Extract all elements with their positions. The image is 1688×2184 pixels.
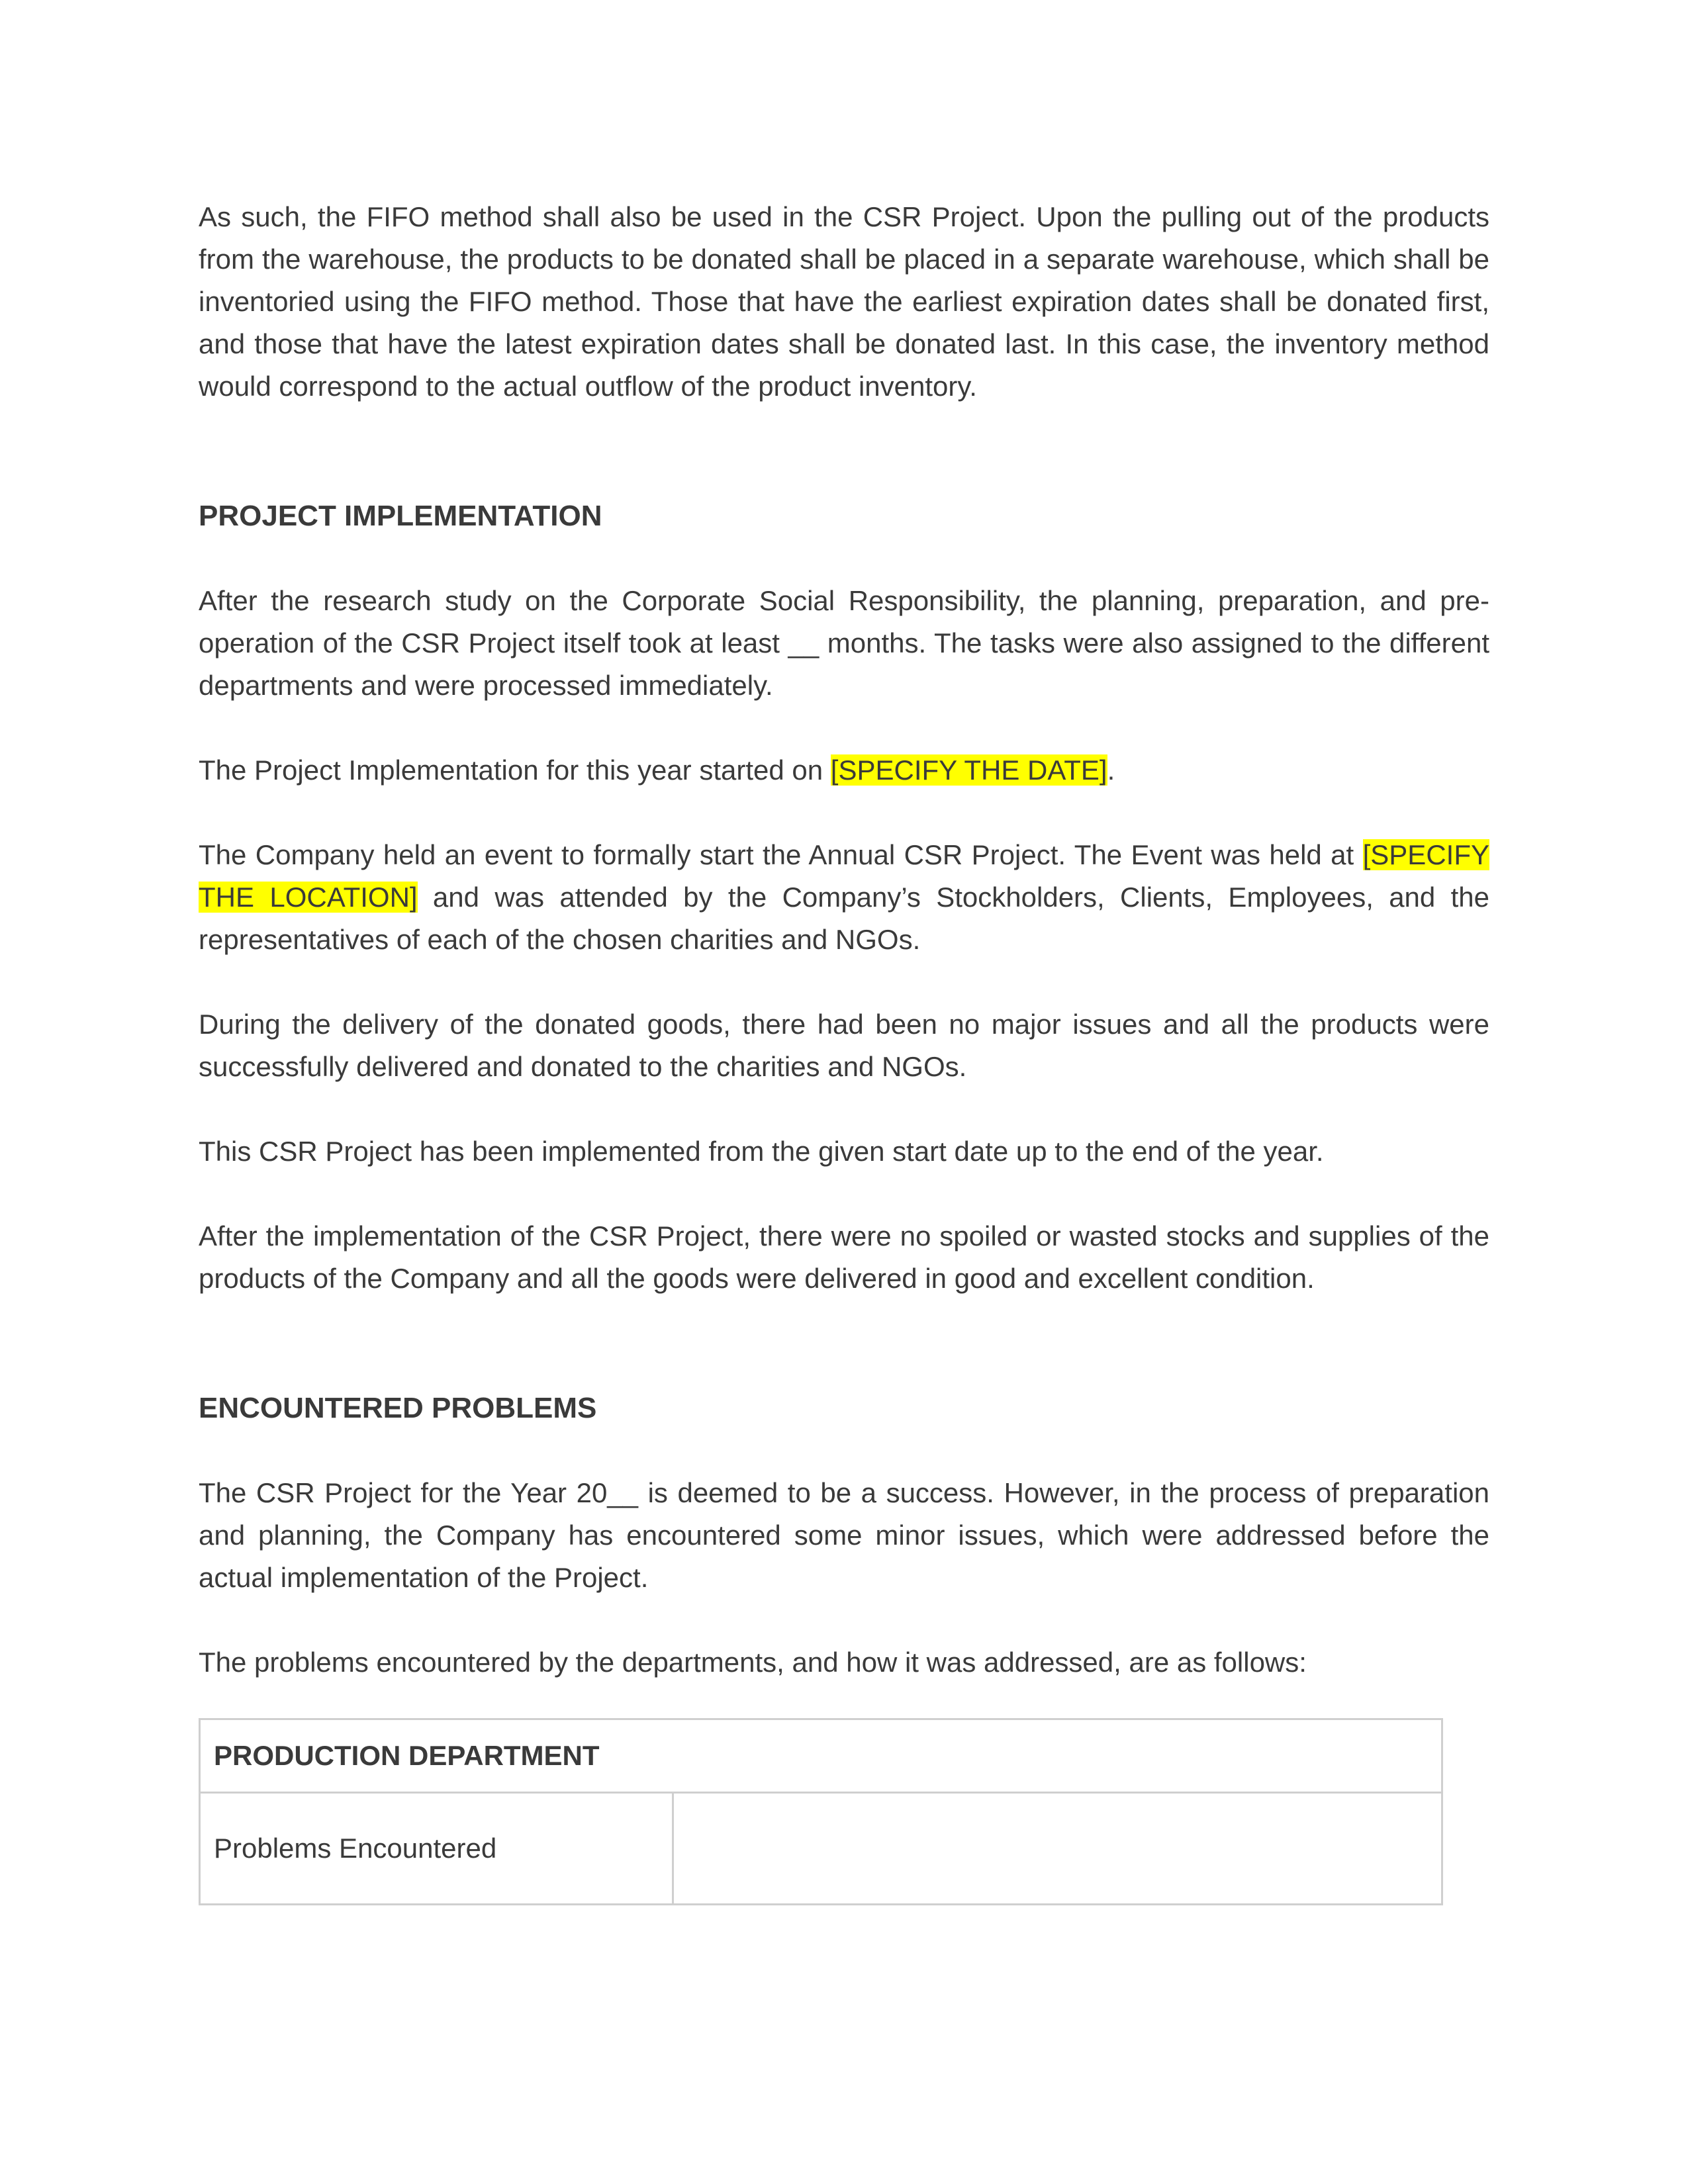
start-date-text-end: . xyxy=(1107,754,1115,786)
table-row xyxy=(200,1793,1442,1905)
paragraph-spacer xyxy=(199,1599,1489,1641)
paragraph-spacer xyxy=(199,792,1489,834)
implementation-delivery-paragraph: During the delivery of the donated goods, there had been no major issues and all the products were successfully delivered and donated to the charities and NGOs. xyxy=(199,1009,1489,1082)
section-spacer xyxy=(199,1300,1489,1387)
problems-paragraph-1: The CSR Project for the Year 20__ is deemed to be a success. However, in the process of preparation and planning, the Company has encountered some minor issues, which were addressed before the actual implementation of the Project. xyxy=(199,1477,1489,1593)
event-text: The Company held an event to formally start the Annual CSR Project. The Event was held at xyxy=(199,839,1363,870)
paragraph-spacer xyxy=(199,1088,1489,1130)
implementation-condition-paragraph: After the implementation of the CSR Project, there were no spoiled or wasted stocks and supplies of the products of the Company and all the goods were delivered in good and excellent condition. xyxy=(199,1220,1489,1294)
implementation-start-date-paragraph xyxy=(199,749,1489,792)
event-text-end: and was attended by the Company’s Stockholders, Clients, Employees, and the representatives of each of the chosen charities and NGOs. xyxy=(199,882,1489,955)
implementation-duration-paragraph: This CSR Project has been implemented from the given start date up to the end of the year. xyxy=(199,1136,1324,1167)
problems-encountered-value xyxy=(673,1793,1442,1905)
paragraph-spacer xyxy=(199,1173,1489,1215)
section-heading-project-implementation: PROJECT IMPLEMENTATION xyxy=(199,500,602,532)
section-heading-encountered-problems: ENCOUNTERED PROBLEMS xyxy=(199,1392,597,1424)
paragraph-spacer xyxy=(199,961,1489,1003)
section-spacer xyxy=(199,408,1489,495)
intro-paragraph: As such, the FIFO method shall also be used in the CSR Project. Upon the pulling out of the products from the warehouse, the products to be donated shall be placed in a separate warehouse, which shall be inventoried using the FIFO method. Those that have the earliest expiration dates shall be donated first, and those that have the latest expiration dates shall be donated last. In this case, the inventory method would correspond to the actual outflow of the product inventory. xyxy=(199,201,1489,402)
start-date-text: The Project Implementation for this year started on xyxy=(199,754,831,786)
date-placeholder-highlight: [SPECIFY THE DATE] xyxy=(830,754,1107,786)
paragraph-spacer xyxy=(199,707,1489,749)
implementation-paragraph-1: After the research study on the Corporate Social Responsibility, the planning, preparation, and pre-operation of the CSR Project itself took at least __ months. The tasks were also assigned to the different departments and were processed immediately. xyxy=(199,585,1489,701)
implementation-event-paragraph xyxy=(199,834,1489,961)
problems-encountered-label: Problems Encountered xyxy=(200,1793,673,1905)
paragraph-spacer xyxy=(199,1430,1489,1472)
paragraph-spacer xyxy=(199,537,1489,580)
location-placeholder-highlight: [SPECIFY THE LOCATION] xyxy=(199,839,1489,913)
production-department-table xyxy=(199,1718,1443,1905)
table-header-row xyxy=(200,1719,1442,1793)
problems-paragraph-2: The problems encountered by the departments, and how it was addressed, are as follows: xyxy=(199,1647,1307,1678)
document-page xyxy=(199,196,1489,1905)
table-header-cell: PRODUCTION DEPARTMENT xyxy=(200,1719,1442,1793)
